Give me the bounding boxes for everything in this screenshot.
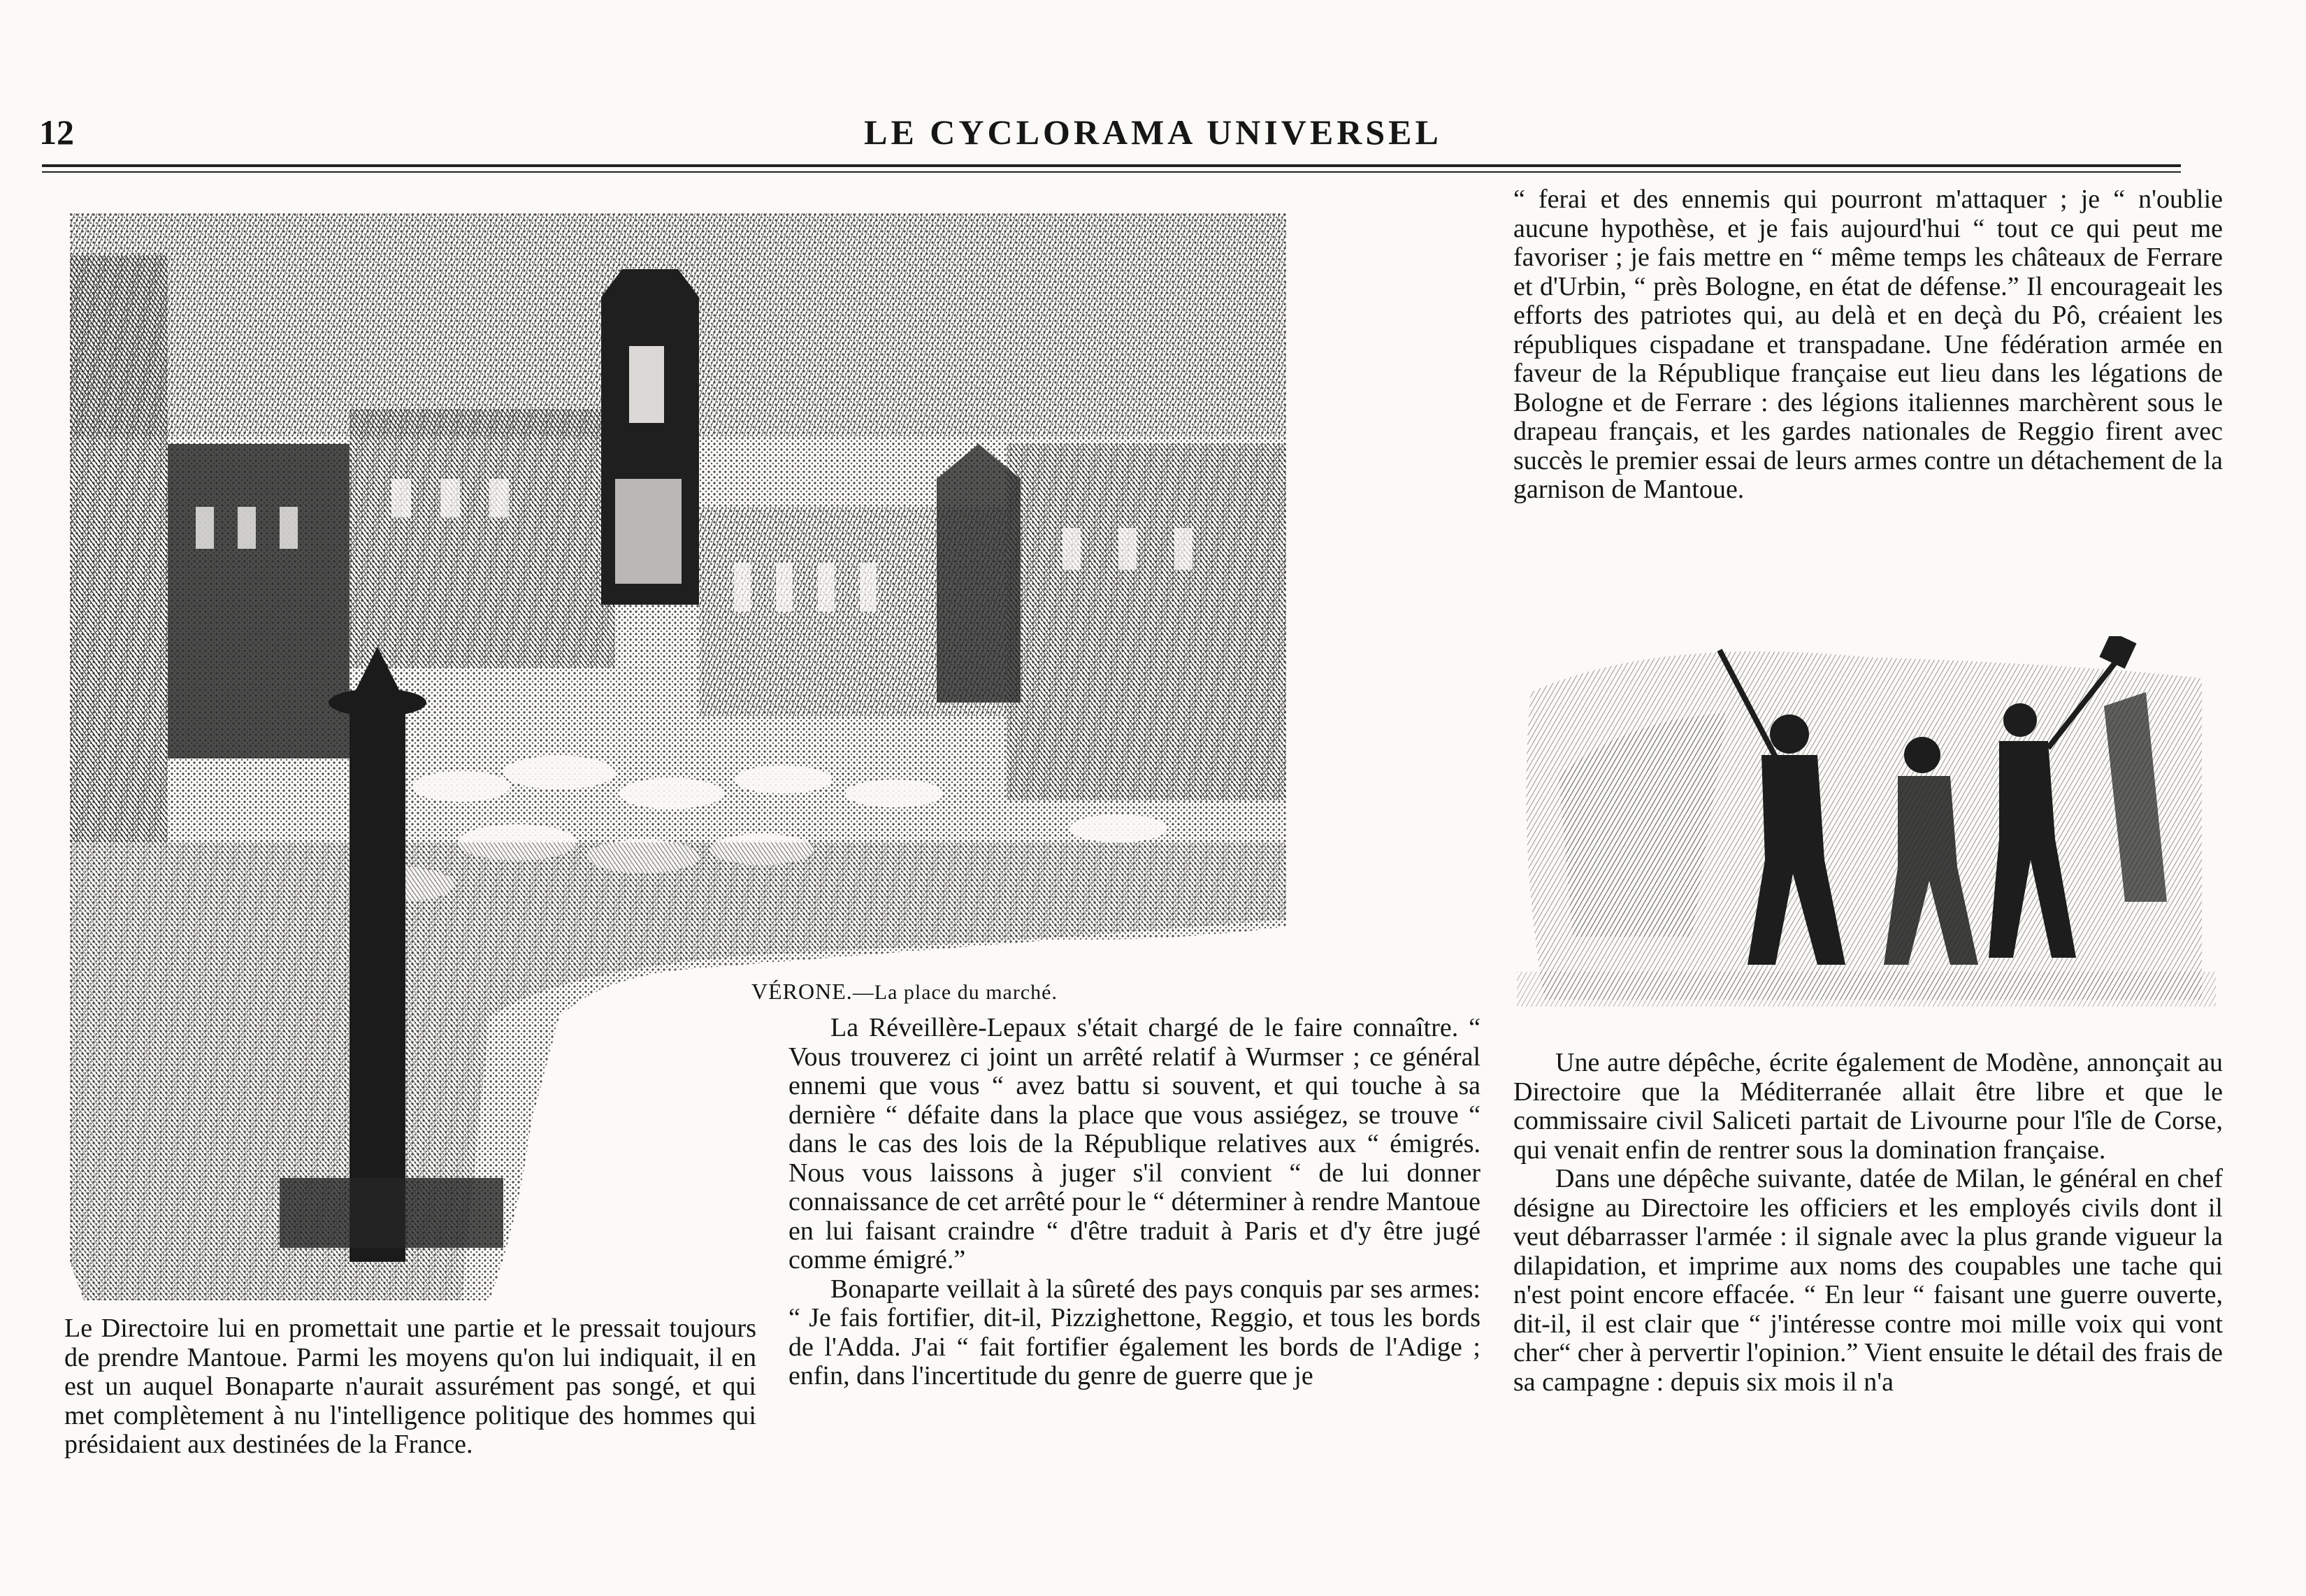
column-middle	[788, 1014, 1480, 1391]
column-right-bottom	[1513, 1049, 2223, 1397]
header-rule	[42, 164, 2181, 167]
running-title: LE CYCLORAMA UNIVERSEL	[864, 113, 1442, 152]
paragraph: Une autre dépêche, écrite également de Modène, annonçait au Directoire que la Méditerranée allait être libre et que le commissaire civil Saliceti partait de Livourne pour l'île de Corse, qui venait enfin de rentrer sous la domination française.	[1513, 1048, 2223, 1165]
header-rule-thin	[42, 171, 2181, 173]
caption-place: VÉRONE.	[751, 979, 853, 1004]
soldiers-digging-engraving	[1517, 636, 2216, 1007]
paragraph: Dans une dépêche suivante, datée de Milan, le général en chef désigne au Directoire les officiers et les employés civils dont il veut débarrasser l'armée : il signale avec la plus grande vigueur la dilapidation, et imprime aux noms des coupables une tache qui n'est point encore effacée. “ En leur “ faisant une guerre ouverte, dit-il, il est clair que “ j'intéresse contre moi mille voix qui vont cher“ cher à pervertir l'opinion.” Vient ensuite le détail des frais de sa campagne : depuis six mois il n'a	[1513, 1164, 2223, 1397]
page-number: 12	[39, 113, 74, 152]
column-right-top	[1513, 185, 2223, 505]
paragraph: “ ferai et des ennemis qui pourront m'attaquer ; je “ n'oublie aucune hypothèse, et je fais aujourd'hui “ tout ce qui peut me favoriser ; je fais mettre en “ même temps les châteaux de Ferrare et d'Urbin, “ près Bologne, en état de défense.” Il encourageait les efforts des patriotes qui, au delà et en deçà du Pô, créaient les républiques cispadane et transpadane. Une fédération armée en faveur de la République française eut lieu dans les légations de Bologne et de Ferrare : des légions italiennes marchèrent sous le drapeau français, et les gardes nationales de Reggio firent avec succès le premier essai de leurs armes contre un détachement de la garnison de Mantoue.	[1513, 185, 2223, 504]
caption-text: —La place du marché.	[852, 981, 1058, 1004]
column-left	[64, 1314, 756, 1460]
paragraph: La Réveillère-Lepaux s'était chargé de le faire connaître. “ Vous trouverez ci joint un arrêté relatif à Wurmser ; ce général ennemi que vous “ avez battu si souvent, et qui touche à sa dernière “ défaite dans la place que vous assiégez, se trouve “ dans le cas des lois de la République relatives aux “ émigrés. Nous vous laissons à juger s'il convient “ de lui donner connaissance de cet arrêté pour le “ déterminer à rendre Mantoue en lui faisant craindre “ d'être traduit à Paris et d'y être jugé comme émigré.”	[788, 1013, 1480, 1274]
figure-caption	[751, 979, 1058, 1005]
paragraph: Le Directoire lui en promettait une partie et le pressait toujours de prendre Mantoue. Parmi les moyens qu'on lui indiquait, il en est un auquel Bonaparte n'aurait assurément pas songé, et qui met complètement à nu l'intelligence politique des hommes qui présidaient aux destinées de la France.	[64, 1314, 756, 1459]
paragraph: Bonaparte veillait à la sûreté des pays conquis par ses armes: “ Je fais fortifier, dit-il, Pizzighettone, Reggio, et tous les bords de l'Adda. J'ai “ fait fortifier également les bords de l'Adige ; enfin, dans l'incertitude du genre de guerre que je	[788, 1274, 1480, 1390]
